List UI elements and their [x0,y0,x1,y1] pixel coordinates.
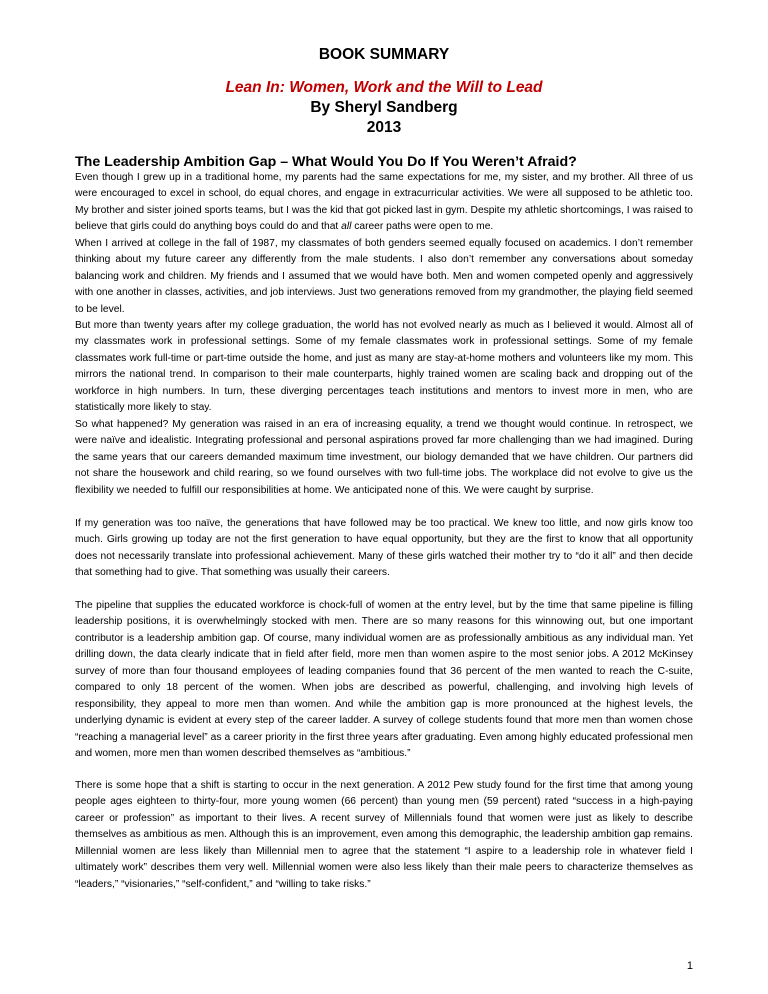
paragraph-7: There is some hope that a shift is starting to occur in the next generation. A 2012 Pew study found for the first time that among young people ages eighteen to thirty-four, more young women (66 percent) than young men (59 percent) rated “success in a high-paying career or profession” as important to their lives. A recent survey of Millennials found that women were just as likely to describe themselves as ambitious as men. Although this is an improvement, even among this demographic, the leadership ambition gap remains. Millennial women are less likely than Millennial men to agree that the statement “I aspire to a leadership role in whatever field I ultimately work” describes them very well. Millennial women were also less likely than their male peers to characterize themselves as “leaders,” “visionaries,” “self-confident,” and “willing to take risks.” [75,780,693,890]
section-heading: The Leadership Ambition Gap – What Would You Do If You Weren’t Afraid? [75,154,577,170]
paragraph-1-emphasis: all [341,221,352,233]
paragraph-1-part-b: career paths were open to me. [351,221,494,233]
publication-year: 2013 [366,119,402,136]
paragraph-2: When I arrived at college in the fall of 1987, my classmates of both genders seemed equally focused on academics. I don’t remember thinking about my future career any differently from the male students. I also don’t remember any conversations about someday balancing work and children. My friends and I assumed that we would have both. Men and women competed openly and aggressively with one another in classes, activities, and job interviews. Just two generations removed from my grandmother, the playing field seemed to be level. [75,238,693,315]
author-line: By Sheryl Sandberg [310,99,458,116]
paragraph-1 [75,170,693,236]
paragraph-4: So what happened? My generation was raised in an era of increasing equality, a trend we thought would continue. In retrospect, we were naïve and idealistic. Integrating professional and personal aspirations proved far more challenging than we had imagined. During the same years that our careers demanded maximum time investment, our biology demanded that we have children. Our partners did not share the housework and child rearing, so we found ourselves with two full-time jobs. The workplace did not evolve to give us the flexibility we needed to fulfill our responsibilities at home. We anticipated none of this. We were caught by surprise. [75,419,693,496]
paragraph-5: If my generation was too naïve, the generations that have followed may be too practical. We knew too little, and now girls know too much. Girls growing up today are not the first generation to have equal opportunity, but they are the first to know that all opportunity does not necessarily translate into professional achievement. Many of these girls watched their mother try to “do it all” and then decide that something had to give. That something was usually their careers. [75,518,693,579]
summary-label: BOOK SUMMARY [318,46,450,63]
page-number: 1 [686,960,693,972]
paragraph-6: The pipeline that supplies the educated workforce is chock-full of women at the entry level, but by the time that same pipeline is filling leadership positions, it is overwhelmingly stocked with men. There are so many reasons for this winnowing out, but one important contributor is a leadership ambition gap. Of course, many individual women are as professionally ambitious as any individual man. Yet drilling down, the data clearly indicate that in field after field, more men than women aspire to the most senior jobs. A 2012 McKinsey survey of more than four thousand employees of leading companies found that 36 percent of the men wanted to reach the C-suite, compared to only 18 percent of the women. When jobs are described as powerful, challenging, and involving high levels of responsibility, they appeal to more men than women. And while the ambition gap is more pronounced at the highest levels, the underlying dynamic is evident at every step of the career ladder. A survey of college students found that more men than women chose “reaching a managerial level” as a career priority in the first three years after graduating. Even among highly educated professional men and women, more men than women described themselves as “ambitious.” [75,600,693,760]
paragraph-1-part-a: Even though I grew up in a traditional home, my parents had the same expectations for me, my sister, and my brother. All three of us were encouraged to excel in school, do equal chores, and engage in extracurricular activities. We were all supposed to be athletic too. My brother and sister joined sports teams, but I was the kid that got picked last in gym. Despite my athletic shortcomings, I was raised to believe that girls could do anything boys could do and that [75,172,693,233]
book-title: Lean In: Women, Work and the Will to Lead [225,79,543,96]
paragraph-3: But more than twenty years after my college graduation, the world has not evolved nearly as much as I believed it would. Almost all of my classmates work in professional settings. Some of my female classmates work in professional settings. Some of my female classmates work full-time or part-time outside the home, and just as many are stay-at-home mothers and volunteers like my mom. This mirrors the national trend. In comparison to their male counterparts, highly trained women are scaling back and dropping out of the workforce in high numbers. In turn, these diverging percentages teach institutions and mentors to invest more in men, who are statistically more likely to stay. [75,320,693,414]
